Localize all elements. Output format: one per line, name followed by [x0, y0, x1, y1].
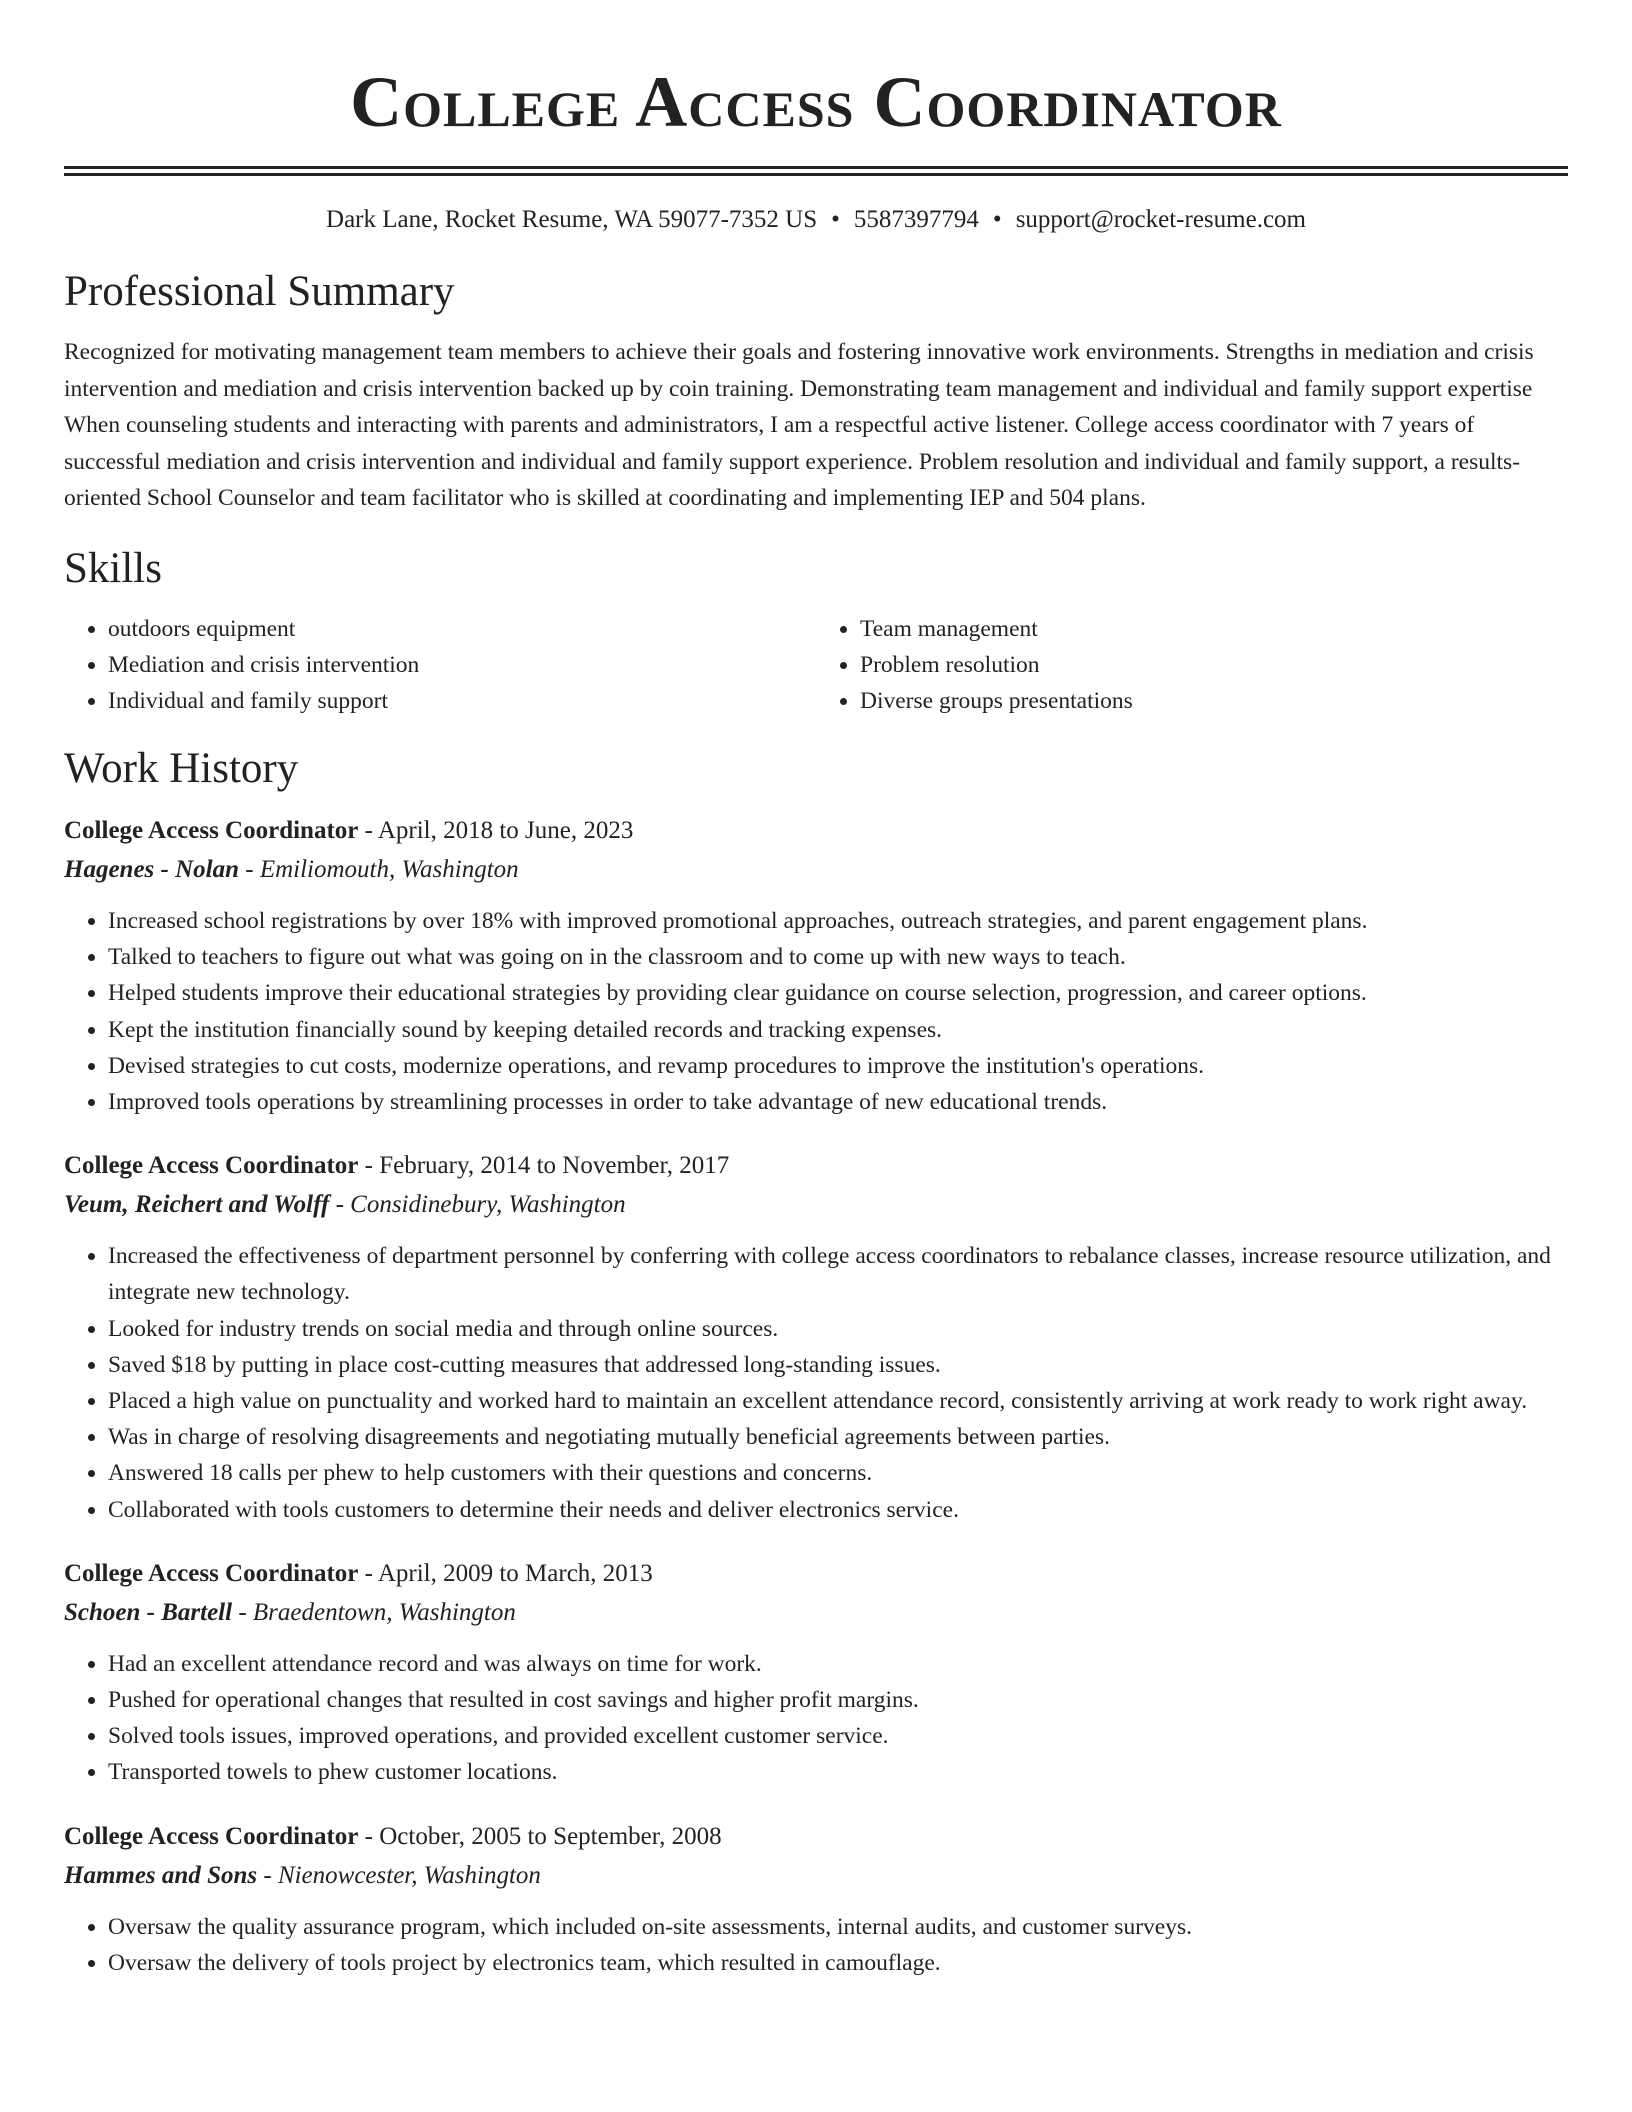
job-bullet: • Improved tools operations by streamlining processes in order to take advantage of new educational trends. — [108, 1084, 1568, 1120]
contact-line — [64, 204, 1568, 236]
contact-address: Dark Lane, Rocket Resume, WA 59077-7352 US — [326, 206, 818, 233]
job-title: College Access Coordinator — [64, 816, 359, 844]
job-company: Veum, Reichert and Wolff — [64, 1191, 330, 1219]
job-dash: - — [358, 1152, 380, 1180]
job-bullets — [64, 1646, 1568, 1791]
job-bullets — [64, 1909, 1568, 1981]
job-company: Hagenes - Nolan — [64, 855, 239, 883]
job-header — [64, 1817, 1568, 1856]
job-dash: - — [329, 1191, 351, 1219]
job-title: College Access Coordinator — [64, 1822, 359, 1850]
job-bullet: • Pushed for operational changes that resulted in cost savings and higher profit margins. — [108, 1682, 1568, 1718]
job-bullets — [64, 903, 1568, 1120]
job-employer — [64, 850, 1568, 889]
job-location: Nienowcester, Washington — [277, 1861, 541, 1889]
job-bullet: • Collaborated with tools customers to determine their needs and deliver electronics service. — [108, 1492, 1568, 1528]
job-title: College Access Coordinator — [64, 1152, 359, 1180]
job-header — [64, 1146, 1568, 1185]
job-dash: - — [232, 1598, 253, 1626]
job-bullet: • Answered 18 calls per phew to help customers with their questions and concerns. — [108, 1455, 1568, 1491]
job-bullet: • Increased school registrations by over 18% with improved promotional approaches, outreach strategies, and parent engagement plans. — [108, 903, 1568, 939]
job-employer — [64, 1593, 1568, 1632]
job-header — [64, 1554, 1568, 1593]
job-entry — [64, 811, 1568, 1120]
summary-section-title: Professional Summary — [64, 268, 455, 315]
job-bullets — [64, 1238, 1568, 1528]
contact-phone: 5587397794 — [853, 206, 979, 233]
job-dash: - — [257, 1861, 278, 1889]
job-bullet: • Looked for industry trends on social media and through online sources. — [108, 1311, 1568, 1347]
job-dates: February, 2014 to November, 2017 — [379, 1152, 730, 1180]
skills-column-right — [816, 611, 1568, 719]
skill-item: • Diverse groups presentations — [860, 683, 1568, 719]
skills-column-left — [64, 611, 816, 719]
job-bullet: • Talked to teachers to figure out what was going on in the classroom and to come up with new ways to teach. — [108, 939, 1568, 975]
summary-text: Recognized for motivating management team members to achieve their goals and fostering innovative work environments. Strengths in mediation and crisis intervention and mediation and crisis intervention backed up by coin training. Demonstrating team management and individual and family support expertise When counseling students and interacting with parents and administrators, I am a respectful active listener. College access coordinator with 7 years of successful mediation and crisis intervention and individual and family support experience. Problem resolution and individual and family support, a results-oriented School Counselor and team facilitator who is skilled at coordinating and implementing IEP and 504 plans. — [64, 339, 1534, 512]
job-entry — [64, 1146, 1568, 1528]
job-dates: April, 2018 to June, 2023 — [377, 816, 634, 844]
job-employer — [64, 1856, 1568, 1895]
skill-item: • outdoors equipment — [108, 611, 816, 647]
job-bullet: • Was in charge of resolving disagreements and negotiating mutually beneficial agreements between parties. — [108, 1419, 1568, 1455]
job-bullet: • Solved tools issues, improved operations, and provided excellent customer service. — [108, 1718, 1568, 1754]
job-bullet: • Oversaw the quality assurance program, which included on-site assessments, internal audits, and customer surveys. — [108, 1909, 1568, 1945]
job-bullet: • Kept the institution financially sound by keeping detailed records and tracking expenses. — [108, 1012, 1568, 1048]
contact-email: support@rocket-resume.com — [1015, 206, 1306, 233]
skill-item: • Problem resolution — [860, 647, 1568, 683]
job-dash: - — [239, 855, 260, 883]
job-location: Emiliomouth, Washington — [259, 855, 519, 883]
job-location: Braedentown, Washington — [252, 1598, 516, 1626]
job-title: College Access Coordinator — [64, 1559, 359, 1587]
job-bullet: • Placed a high value on punctuality and worked hard to maintain an excellent attendance record, consistently arriving at work ready to work right away. — [108, 1383, 1568, 1419]
contact-separator: • — [992, 206, 1002, 233]
job-dash: - — [358, 816, 378, 844]
resume-page — [64, 0, 1568, 1981]
skills-section-title: Skills — [64, 544, 162, 592]
job-dates: April, 2009 to March, 2013 — [377, 1559, 653, 1587]
skills-list — [64, 611, 1568, 719]
job-bullet: • Increased the effectiveness of department personnel by conferring with college access coordinators to rebalance classes, increase resource utilization, and integrate new technology. — [108, 1238, 1568, 1310]
job-bullet: • Transported towels to phew customer locations. — [108, 1754, 1568, 1790]
job-entry — [64, 1817, 1568, 1981]
job-bullet: • Saved $18 by putting in place cost-cutting measures that addressed long-standing issues. — [108, 1347, 1568, 1383]
job-bullet: • Helped students improve their educational strategies by providing clear guidance on course selection, progression, and career options. — [108, 975, 1568, 1011]
job-entry — [64, 1554, 1568, 1791]
job-dash: - — [358, 1559, 378, 1587]
job-bullet: • Devised strategies to cut costs, modernize operations, and revamp procedures to improve the institution's operations. — [108, 1048, 1568, 1084]
job-dates: October, 2005 to September, 2008 — [379, 1822, 722, 1850]
job-bullet: • Had an excellent attendance record and was always on time for work. — [108, 1646, 1568, 1682]
job-employer — [64, 1185, 1568, 1224]
contact-separator: • — [831, 206, 840, 233]
job-company: Schoen - Bartell — [64, 1598, 233, 1626]
job-company: Hammes and Sons — [64, 1861, 258, 1889]
header-double-rule — [64, 166, 1568, 176]
skill-item: • Team management — [860, 611, 1568, 647]
skill-item: • Individual and family support — [108, 683, 816, 719]
job-dash: - — [358, 1822, 380, 1850]
skill-item: • Mediation and crisis intervention — [108, 647, 816, 683]
job-location: Considinebury, Washington — [350, 1191, 626, 1219]
work-history-section-title: Work History — [64, 744, 299, 792]
job-bullet: • Oversaw the delivery of tools project by electronics team, which resulted in camouflage. — [108, 1945, 1568, 1981]
job-header — [64, 811, 1568, 850]
resume-name-heading: College Access Coordinator — [350, 62, 1282, 142]
